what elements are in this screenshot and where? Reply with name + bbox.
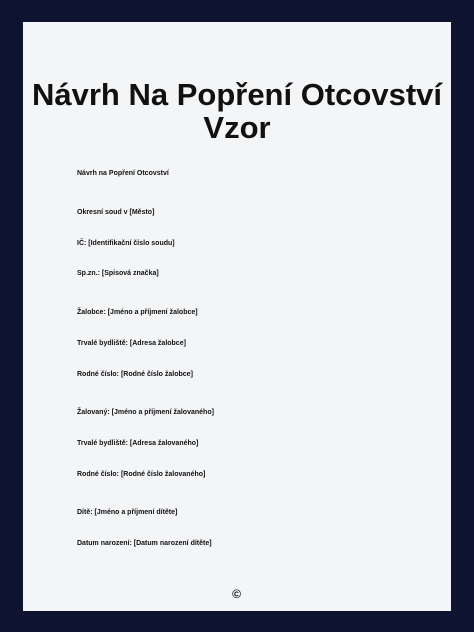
defendant-name-field: Žalovaný: [Jméno a příjmení žalovaného] bbox=[77, 409, 214, 416]
court-id-field: IČ: [Identifikační číslo soudu] bbox=[77, 240, 175, 247]
court-field: Okresní soud v [Město] bbox=[77, 209, 155, 216]
defendant-address-field: Trvalé bydliště: [Adresa žalovaného] bbox=[77, 440, 199, 447]
file-number-field: Sp.zn.: [Spisová značka] bbox=[77, 270, 159, 277]
plaintiff-name-field: Žalobce: [Jméno a příjmení žalobce] bbox=[77, 309, 198, 316]
defendant-birth-number-field: Rodné číslo: [Rodné číslo žalovaného] bbox=[77, 471, 206, 478]
title-line-2: Vzor bbox=[203, 110, 271, 145]
plaintiff-birth-number-field: Rodné číslo: [Rodné číslo žalobce] bbox=[77, 371, 193, 378]
child-birth-date-field: Datum narození: [Datum narození dítěte] bbox=[77, 540, 212, 547]
title-line-1: Návrh Na Popření Otcovství bbox=[31, 77, 442, 112]
child-name-field: Dítě: [Jméno a příjmení dítěte] bbox=[77, 509, 178, 516]
plaintiff-address-field: Trvalé bydliště: [Adresa žalobce] bbox=[77, 340, 186, 347]
document-page bbox=[23, 22, 451, 611]
document-title bbox=[23, 78, 451, 144]
document-heading: Návrh na Popření Otcovství bbox=[77, 170, 169, 177]
copyright-icon: © bbox=[232, 587, 241, 601]
